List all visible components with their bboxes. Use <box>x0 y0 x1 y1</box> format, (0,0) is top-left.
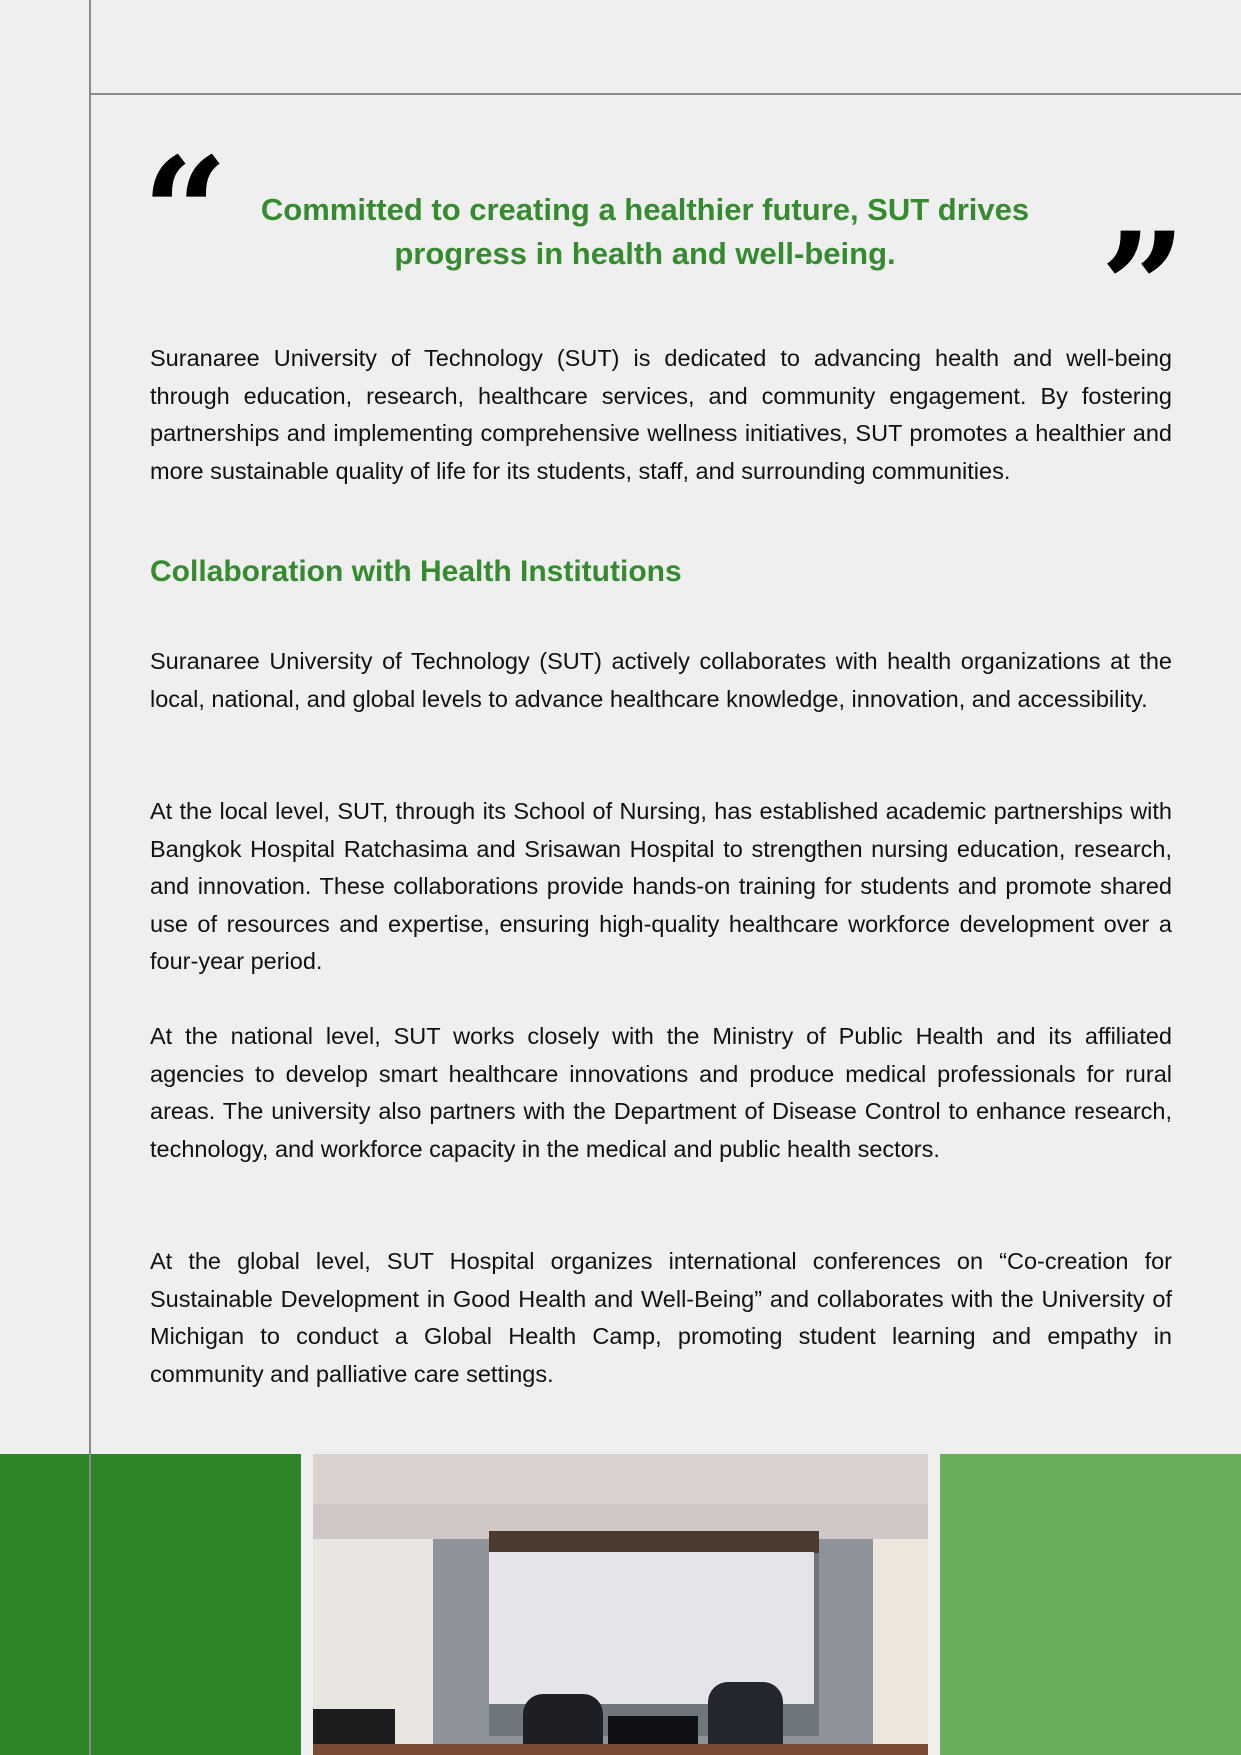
green-block-left <box>0 1454 301 1755</box>
margin-rule <box>89 0 91 1755</box>
intro-paragraph: Suranaree University of Technology (SUT) is dedicated to advancing health and well-being through education, research, healthcare services, and community engagement. By fostering partnerships and implementing comprehensive wellness initiatives, SUT promotes a healthier and more sustainable quality of life for its students, staff, and surrounding communities. <box>150 345 1172 484</box>
paragraph-overview: Suranaree University of Technology (SUT) actively collaborates with health organizations at the local, national, and global levels to advance healthcare knowledge, innovation, and accessibility. <box>150 648 1172 712</box>
section-heading: Collaboration with Health Institutions <box>150 555 682 588</box>
photo-wall-trim <box>489 1531 819 1553</box>
close-quote-icon: ” <box>1100 200 1187 376</box>
header-divider <box>89 93 1241 95</box>
photo-screen-right <box>873 1539 928 1755</box>
signing-ceremony-photo <box>313 1454 928 1755</box>
open-quote-icon: “ <box>142 125 229 301</box>
paragraph-local: At the local level, SUT, through its School of Nursing, has established academic partnerships with Bangkok Hospital Ratchasima and Srisawan Hospital to strengthen nursing education, research, and innovation. These collaborations provide hands-on training for students and promote shared use of resources and expertise, ensuring high-quality healthcare workforce development over a four-year period. <box>150 798 1172 975</box>
paragraph-global: At the global level, SUT Hospital organizes international conferences on “Co-creation for Sustainable Development in Good Health and Well-Being” and collaborates with the University of Michigan to conduct a Global Health Camp, promoting student learning and empathy in community and palliative care settings. <box>150 1248 1172 1387</box>
photo-ceiling <box>313 1454 928 1504</box>
photo-table <box>313 1744 928 1755</box>
paragraph-national: At the national level, SUT works closely with the Ministry of Public Health and its affiliated agencies to develop smart healthcare innovations and produce medical professionals for rural areas. The university also partners with the Department of Disease Control to enhance research, technology, and workforce capacity in the medical and public health sectors. <box>150 1023 1172 1162</box>
pull-quote: Committed to creating a healthier future, SUT drives progress in health and well-being. <box>260 192 1030 271</box>
green-block-right <box>940 1454 1241 1755</box>
